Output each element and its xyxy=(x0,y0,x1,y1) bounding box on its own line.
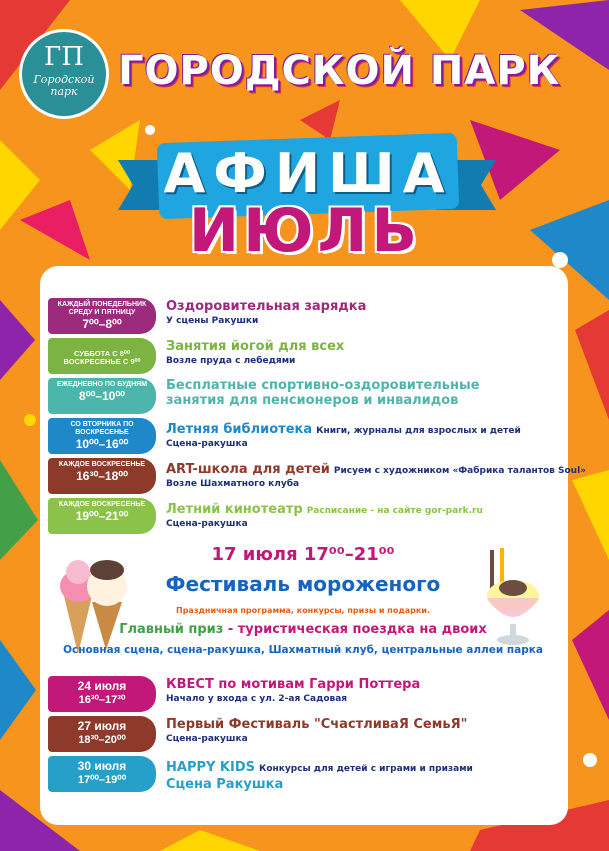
schedule-title: Оздоровительная зарядка xyxy=(166,299,367,314)
event-date: 24 июля xyxy=(77,679,127,693)
event-place: Сцена-ракушка xyxy=(166,734,248,744)
event-time: 17⁰⁰–19⁰⁰ xyxy=(77,774,127,786)
schedule-extra: Книги, журналы для взрослых и детей xyxy=(316,426,521,436)
event-date: 30 июля xyxy=(77,759,127,773)
schedule-badge xyxy=(48,498,156,534)
schedule-time: 16³⁰–18⁰⁰ xyxy=(76,469,128,483)
schedule-days: КАЖДОЕ ВОСКРЕСЕНЬЕ xyxy=(58,461,146,468)
schedule-title: Летняя библиотека xyxy=(166,422,313,437)
schedule-time: 7⁰⁰–8⁰⁰ xyxy=(82,317,122,331)
logo-line1: Городской xyxy=(33,73,95,86)
event-title: HAPPY KIDS xyxy=(166,760,256,775)
festival-prize xyxy=(48,622,558,637)
schedule-title: Занятия йогой для всех xyxy=(166,339,345,354)
schedule-days: СО ВТОРНИКА ПО ВОСКРЕСЕНЬЕ xyxy=(70,421,134,436)
event-title: КВЕСТ по мотивам Гарри Поттера xyxy=(166,677,421,692)
schedule-time: 10⁰⁰–16⁰⁰ xyxy=(75,437,129,451)
event-badge xyxy=(48,676,156,712)
schedule-row xyxy=(48,378,558,416)
schedule-badge xyxy=(48,298,156,334)
schedule-badge xyxy=(48,458,156,494)
schedule-time: 19⁰⁰–21⁰⁰ xyxy=(75,509,129,523)
festival-venues: Основная сцена, сцена-ракушка, Шахматный клуб, центральные аллеи парка xyxy=(63,644,543,656)
month-heading: ИЮЛЬ xyxy=(188,196,422,266)
event-extra: Конкурсы для детей с играми и призами xyxy=(259,764,473,774)
schedule-days: КАЖДОЕ ВОСКРЕСЕНЬЕ xyxy=(58,501,146,508)
schedule-row xyxy=(48,338,558,376)
schedule-row xyxy=(48,418,558,456)
festival-prize-text: - туристическая поездка на двоих xyxy=(223,622,487,637)
festival-name: Фестиваль мороженого xyxy=(165,572,441,596)
schedule-extra: Расписание - на сайте gor-park.ru xyxy=(306,506,483,516)
event-place: Начало у входа с ул. 2-ая Садовая xyxy=(166,694,348,704)
schedule-title: Летний кинотеатр xyxy=(166,502,303,517)
schedule-row xyxy=(48,298,558,336)
event-title: Первый Фестиваль "СчастливаЯ СемьЯ" xyxy=(166,717,468,732)
festival-program: Праздничная программа, конкурсы, призы и подарки. xyxy=(176,606,430,615)
schedule-days: КАЖДЫЙ ПОНЕДЕЛЬНИК СРЕДУ И ПЯТНИЦУ xyxy=(57,301,147,316)
event-row xyxy=(48,676,558,714)
park-title-text: ГОРОДСКОЙ ПАРК xyxy=(118,48,561,94)
schedule-place: У сцены Ракушки xyxy=(166,316,259,326)
event-row xyxy=(48,756,558,794)
schedule-title: ART-школа для детей xyxy=(166,462,330,477)
event-time: 16³⁰–17³⁰ xyxy=(78,694,126,706)
afisha-heading: АФИША xyxy=(163,142,453,205)
festival-block xyxy=(48,540,558,670)
park-title xyxy=(118,48,560,94)
schedule-badge xyxy=(48,338,156,374)
festival-date: 17 июля 17⁰⁰–21⁰⁰ xyxy=(211,544,395,565)
event-time: 18³⁰–20⁰⁰ xyxy=(78,734,126,746)
event-badge xyxy=(48,756,156,792)
logo-monogram: ГП xyxy=(44,42,84,72)
festival-prize-label: Главный приз xyxy=(119,622,224,637)
schedule-days: ЕЖЕДНЕВНО ПО БУДНЯМ xyxy=(56,381,148,388)
schedule-days: СУББОТА С 8⁰⁰ ВОСКРЕСЕНЬЕ С 9⁰⁰ xyxy=(63,349,141,366)
schedule-place: Сцена-ракушка xyxy=(166,439,248,449)
schedule-title: Бесплатные спортивно-оздоровительные xyxy=(166,378,480,393)
schedule-row xyxy=(48,458,586,496)
event-row xyxy=(48,716,558,754)
event-place: Сцена Ракушка xyxy=(166,777,284,792)
schedule-place: Возле Шахматного клуба xyxy=(166,479,300,489)
schedule-place: занятия для пенсионеров и инвалидов xyxy=(166,393,459,408)
schedule-time: 8⁰⁰–10⁰⁰ xyxy=(79,389,125,403)
schedule-row xyxy=(48,498,558,536)
schedule-badge xyxy=(48,378,156,414)
schedule-place: Возле пруда с лебедями xyxy=(166,356,296,366)
schedule-badge xyxy=(48,418,156,454)
schedule-place: Сцена-ракушка xyxy=(166,519,248,529)
event-date: 27 июля xyxy=(77,719,127,733)
logo-line2: парк xyxy=(50,85,78,98)
schedule-extra: Рисуем с художником «Фабрика талантов Soul» xyxy=(333,466,586,476)
event-badge xyxy=(48,716,156,752)
park-logo xyxy=(22,32,106,116)
